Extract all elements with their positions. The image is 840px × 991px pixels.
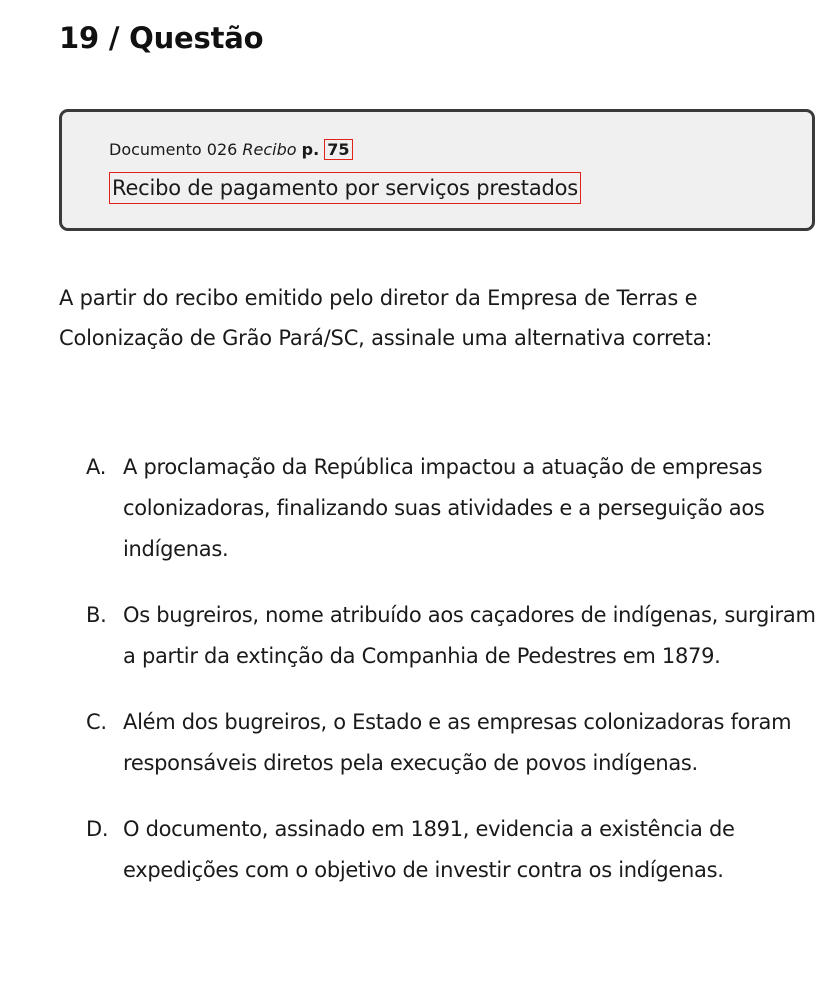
option-text: Os bugreiros, nome atribuído aos caçadores de indígenas, surgiram a partir da extinção da Companhia de Pedestres em 1879.	[123, 603, 816, 668]
option-letter: D.	[86, 817, 109, 841]
document-number: Documento 026	[109, 140, 238, 159]
answer-options-list	[86, 447, 816, 891]
answer-option-a[interactable]	[86, 447, 816, 570]
option-letter: C.	[86, 710, 107, 734]
answer-option-c[interactable]	[86, 702, 816, 784]
page-label: p.	[301, 140, 320, 159]
document-reference-box	[59, 109, 815, 231]
answer-option-d[interactable]	[86, 809, 816, 891]
document-title: Recibo de pagamento por serviços prestados	[109, 172, 581, 204]
question-title: 19 / Questão	[59, 21, 264, 55]
option-text: Além dos bugreiros, o Estado e as empresas colonizadoras foram responsáveis diretos pela execução de povos indígenas.	[123, 710, 792, 775]
document-kind: Recibo	[242, 140, 297, 159]
answer-option-b[interactable]	[86, 595, 816, 677]
option-text: O documento, assinado em 1891, evidencia a existência de expedições com o objetivo de investir contra os indígenas.	[123, 817, 735, 882]
document-reference-line	[109, 138, 353, 162]
page-number: 75	[324, 139, 352, 160]
question-prompt: A partir do recibo emitido pelo diretor da Empresa de Terras e Colonização de Grão Pará/SC, assinale uma alternativa correta:	[59, 286, 713, 350]
option-text: A proclamação da República impactou a atuação de empresas colonizadoras, finalizando suas atividades e a perseguição aos indígenas.	[123, 455, 765, 561]
option-letter: B.	[86, 603, 107, 627]
option-letter: A.	[86, 455, 107, 479]
